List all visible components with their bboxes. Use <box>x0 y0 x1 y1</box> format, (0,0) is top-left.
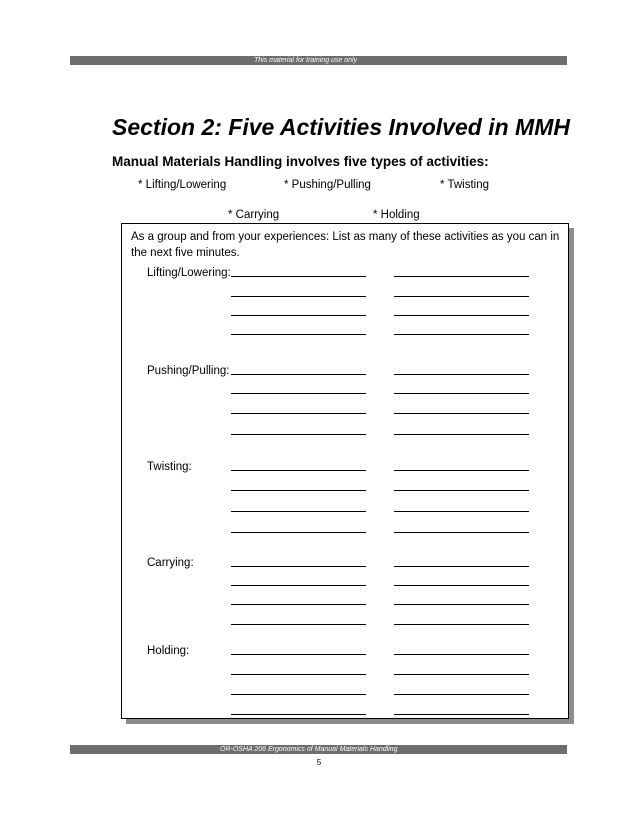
answer-line[interactable] <box>394 674 529 675</box>
answer-line[interactable] <box>231 694 366 695</box>
answer-line[interactable] <box>394 470 529 471</box>
answer-line[interactable] <box>394 604 529 605</box>
answer-line[interactable] <box>394 624 529 625</box>
answer-line[interactable] <box>231 566 366 567</box>
answer-line[interactable] <box>394 434 529 435</box>
answer-line[interactable] <box>394 374 529 375</box>
answer-line[interactable] <box>231 296 366 297</box>
category-label-pushing: Pushing/Pulling: <box>147 365 230 377</box>
footer-course-text: OR-OSHA 206 Ergonomics of Manual Materials Handling <box>220 746 398 753</box>
answer-line[interactable] <box>394 276 529 277</box>
worksheet-instructions: As a group and from your experiences: List as many of these activities as you can in the next five minutes. <box>131 231 560 259</box>
answer-line[interactable] <box>231 434 366 435</box>
worksheet-box <box>121 223 569 719</box>
answer-line[interactable] <box>231 511 366 512</box>
answer-line[interactable] <box>394 654 529 655</box>
answer-line[interactable] <box>394 714 529 715</box>
answer-line[interactable] <box>231 585 366 586</box>
page-title: Section 2: Five Activities Involved in MMH <box>112 114 570 140</box>
answer-line[interactable] <box>394 694 529 695</box>
answer-line[interactable] <box>231 674 366 675</box>
category-label-lifting: Lifting/Lowering: <box>147 267 231 279</box>
activity-holding: * Holding <box>373 209 420 221</box>
answer-line[interactable] <box>394 315 529 316</box>
activity-carrying: * Carrying <box>228 209 280 221</box>
answer-line[interactable] <box>394 413 529 414</box>
answer-line[interactable] <box>394 585 529 586</box>
answer-line[interactable] <box>231 714 366 715</box>
answer-line[interactable] <box>231 334 366 335</box>
answer-line[interactable] <box>231 604 366 605</box>
page-number: 5 <box>316 758 322 767</box>
header-banner-text: This material for training use only <box>254 57 358 64</box>
answer-line[interactable] <box>394 296 529 297</box>
answer-line[interactable] <box>394 393 529 394</box>
activity-lifting: * Lifting/Lowering <box>138 179 227 191</box>
category-label-carrying: Carrying: <box>147 557 194 569</box>
answer-line[interactable] <box>231 315 366 316</box>
answer-line[interactable] <box>394 532 529 533</box>
activity-pushing: * Pushing/Pulling <box>284 179 371 191</box>
answer-line[interactable] <box>394 490 529 491</box>
answer-line[interactable] <box>231 470 366 471</box>
answer-line[interactable] <box>394 566 529 567</box>
answer-line[interactable] <box>231 532 366 533</box>
category-label-holding: Holding: <box>147 645 190 657</box>
answer-line[interactable] <box>231 624 366 625</box>
answer-line[interactable] <box>231 413 366 414</box>
activity-twisting: * Twisting <box>440 179 490 191</box>
answer-line[interactable] <box>394 334 529 335</box>
answer-line[interactable] <box>231 276 366 277</box>
category-label-twisting: Twisting: <box>147 461 192 473</box>
answer-line[interactable] <box>231 393 366 394</box>
answer-line[interactable] <box>231 374 366 375</box>
answer-line[interactable] <box>231 654 366 655</box>
answer-line[interactable] <box>231 490 366 491</box>
section-subtitle: Manual Materials Handling involves five types of activities: <box>112 154 489 169</box>
answer-line[interactable] <box>394 511 529 512</box>
